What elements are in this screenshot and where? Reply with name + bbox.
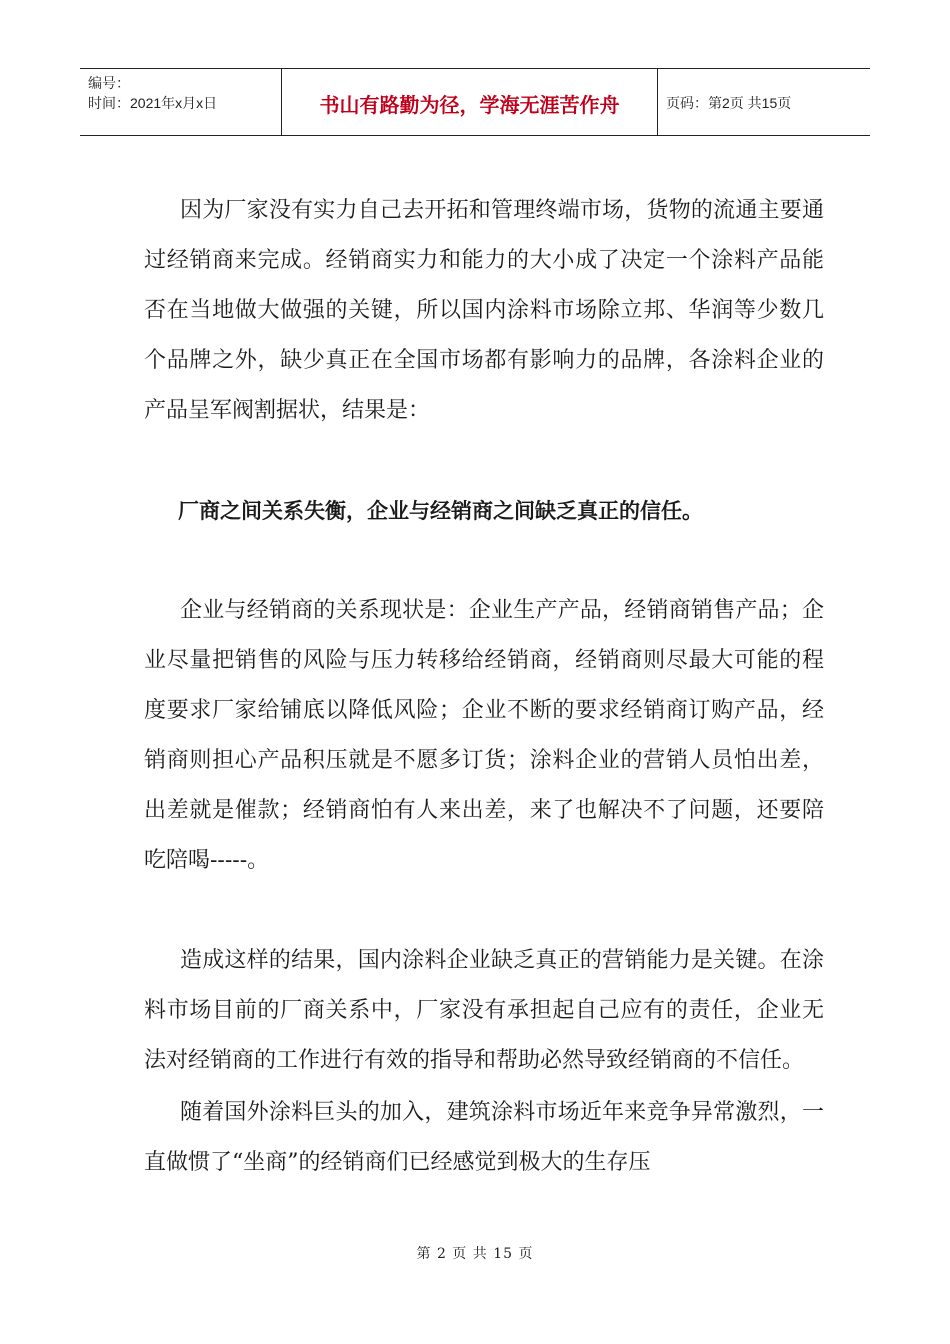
paragraph-competition: 随着国外涂料巨头的加入，建筑涂料市场近年来竞争异常激烈，一直做惯了“坐商”的经销商们已经感觉到极大的生存压 [144, 1100, 824, 1175]
section-heading: 厂商之间关系失衡，企业与经销商之间缺乏真正的信任。 [178, 499, 703, 523]
paragraph-intro: 因为厂家没有实力自己去开拓和管理终端市场，货物的流通主要通过经销商来完成。经销商实力和能力的大小成了决定一个涂料产品能否在当地做大做强的关键，所以国内涂料市场除立邦、华润等少数几个品牌之外，缺少真正在全国市场都有影响力的品牌，各涂料企业的产品呈军阀割据状，结果是： [144, 198, 824, 423]
header-page-info: 页码：第2页 共15页 [666, 95, 792, 111]
header-meta-cell [80, 69, 282, 135]
header-page-cell [658, 69, 870, 135]
paragraph-relationship: 企业与经销商的关系现状是：企业生产产品，经销商销售产品；企业尽量把销售的风险与压力转移给经销商，经销商则尽最大可能的程度要求厂家给铺底以降低风险；企业不断的要求经销商订购产品，经销商则担心产品积压就是不愿多订货；涂料企业的营销人员怕出差，出差就是催款；经销商怕有人来出差，来了也解决不了问题，还要陪吃陪喝-----。 [144, 598, 824, 873]
document-number-label: 编号： [88, 75, 130, 91]
document-body [144, 186, 824, 1188]
document-time-label: 时间：2021年x月x日 [88, 95, 218, 111]
spacer [144, 436, 824, 486]
header-motto-cell [282, 69, 658, 135]
paragraph-cause: 造成这样的结果，国内涂料企业缺乏真正的营销能力是关键。在涂料市场目前的厂商关系中，厂家没有承担起自己应有的责任，企业无法对经销商的工作进行有效的指导和帮助必然导致经销商的不信任。 [144, 948, 824, 1073]
header-motto: 书山有路勤为径，学海无涯苦作舟 [319, 92, 620, 117]
page-footer [0, 1243, 950, 1263]
footer-page-number: 第 2 页 共 15 页 [416, 1246, 534, 1262]
page-header [80, 68, 870, 136]
spacer [144, 536, 824, 586]
spacer [144, 886, 824, 936]
